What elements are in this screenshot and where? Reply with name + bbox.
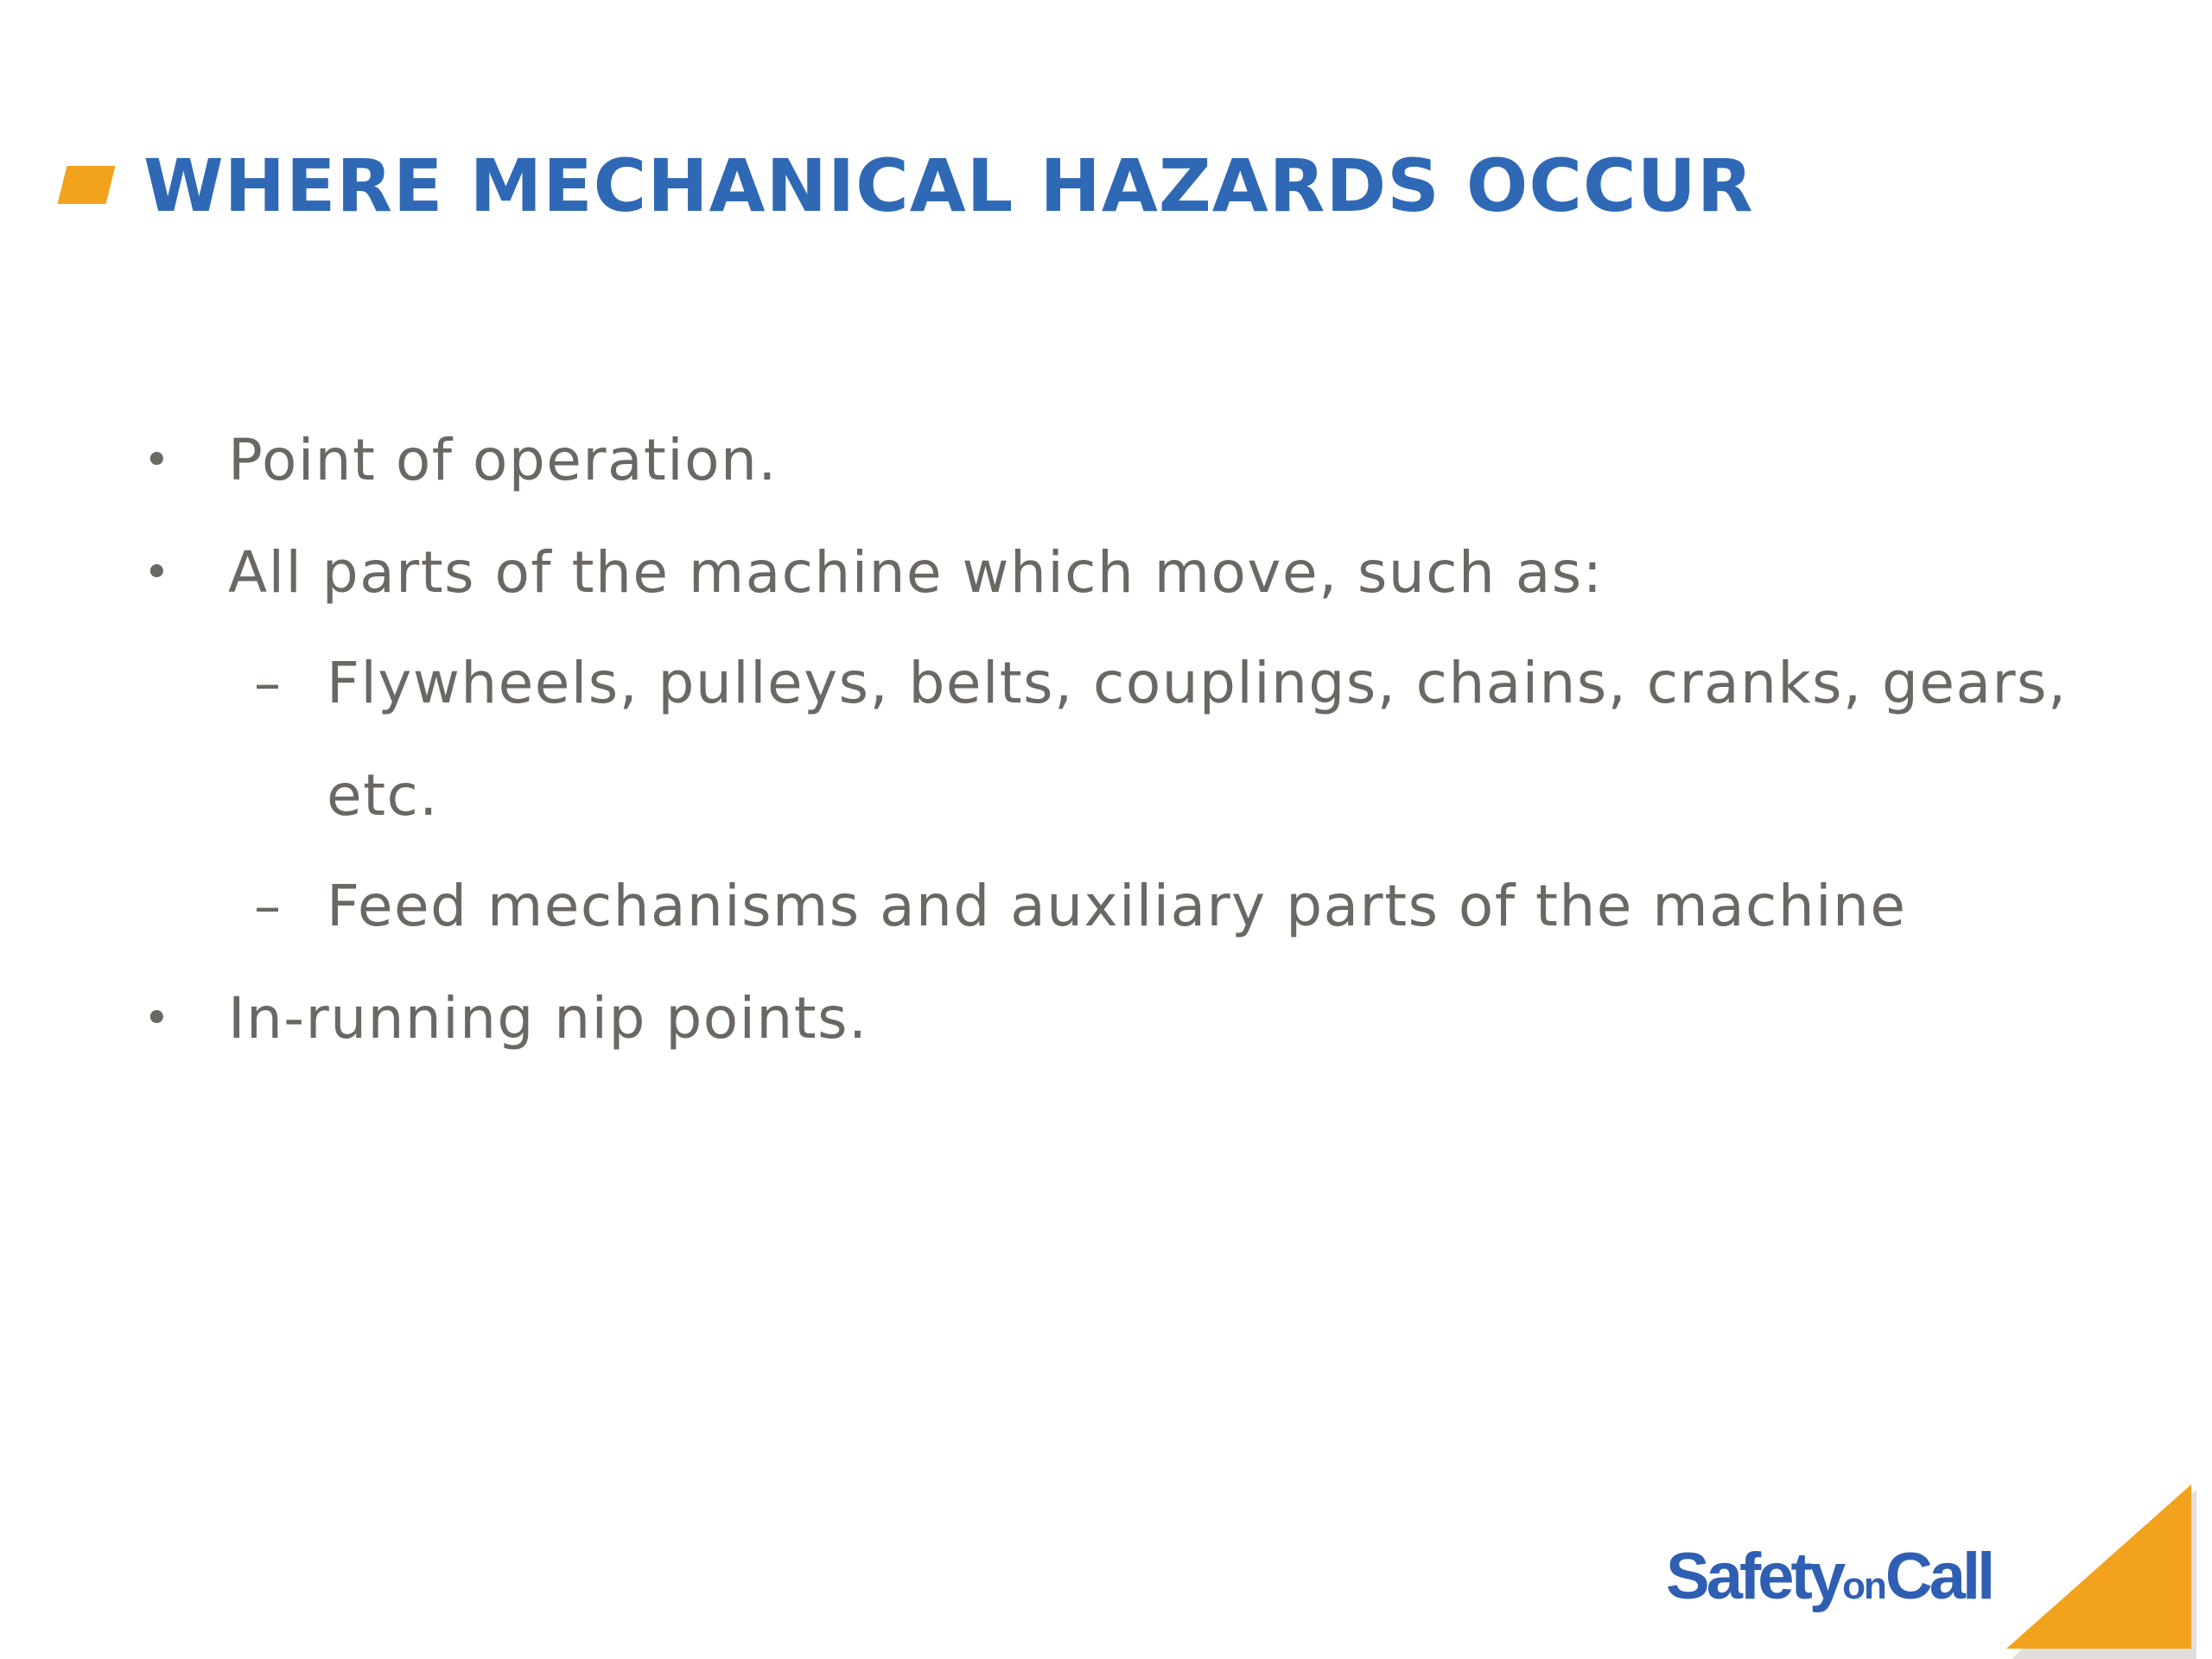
bullet-moving-parts: All parts of the machine which move, such as:: [228, 539, 1604, 606]
sub-bullet-dash: –: [254, 874, 281, 938]
bullet-point-of-operation: Point of operation.: [228, 427, 778, 493]
logo-part-safety: Safety: [1666, 1540, 1843, 1613]
logo-part-call: Call: [1885, 1540, 1993, 1613]
logo-part-on: on: [1842, 1565, 1885, 1607]
bullet-marker: •: [143, 435, 170, 486]
slide-title: WHERE MECHANICAL HAZARDS OCCUR: [143, 143, 1754, 228]
sub-bullet-dash: –: [254, 652, 281, 715]
sub-bullet-feed-mechanisms: Feed mechanisms and auxiliary parts of the machine: [327, 873, 1907, 939]
bullet-marker: •: [143, 993, 170, 1045]
bullet-marker: •: [143, 547, 170, 599]
bullet-nip-points: In-running nip points.: [228, 985, 868, 1052]
sub-bullet-flywheels-line1: Flywheels, pulleys, belts, couplings, chains, cranks, gears,: [327, 650, 2068, 716]
sub-bullet-flywheels-line2: etc.: [327, 762, 439, 829]
